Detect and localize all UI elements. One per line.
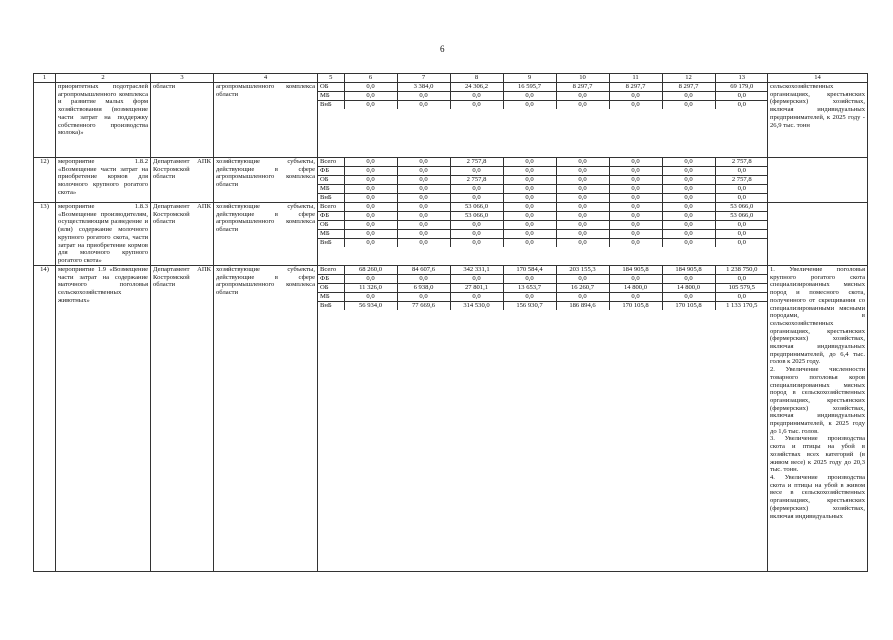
funding-value: 0,0 — [344, 83, 397, 92]
funding-value: 53 066,0 — [715, 212, 768, 221]
funding-value: 0,0 — [609, 239, 662, 248]
activity-name: мероприятие 1.8.3 «Возмещение производителям, осуществляющим разведение и (или) содержание молочного крупного рогатого скота, части затрат на приобретение кормов для молочного крупного рогатого скота» — [56, 203, 151, 266]
funding-value: 0,0 — [662, 239, 715, 248]
table-row — [34, 203, 868, 266]
funding-value: 170 105,8 — [609, 302, 662, 311]
funding-value: 0,0 — [662, 158, 715, 167]
funding-source-row — [318, 284, 768, 293]
participants: агропромышленного комплекса области — [214, 83, 318, 158]
header-values-cell — [318, 74, 768, 83]
funding-value: 0,0 — [609, 176, 662, 185]
funding-value: 0,0 — [450, 167, 503, 176]
funding-value: 0,0 — [450, 221, 503, 230]
funding-value: 0,0 — [503, 167, 556, 176]
funding-value: 0,0 — [609, 230, 662, 239]
funding-value: 8 297,7 — [556, 83, 609, 92]
funding-value: 0,0 — [662, 185, 715, 194]
funding-source: ФБ — [318, 167, 344, 176]
funding-value: 0,0 — [556, 176, 609, 185]
funding-value: 2 757,8 — [715, 158, 768, 167]
funding-source-row — [318, 239, 768, 248]
funding-value: 0,0 — [662, 275, 715, 284]
funding-value: 0,0 — [397, 203, 450, 212]
funding-value: 0,0 — [609, 221, 662, 230]
funding-value: 184 905,8 — [662, 266, 715, 275]
funding-value: 0,0 — [556, 158, 609, 167]
funding-value: 0,0 — [397, 185, 450, 194]
funding-source: ОБ — [318, 83, 344, 92]
funding-value: 0,0 — [344, 230, 397, 239]
funding-value: 0,0 — [344, 275, 397, 284]
table-row — [34, 158, 868, 203]
funding-value: 0,0 — [715, 230, 768, 239]
funding-value: 0,0 — [715, 275, 768, 284]
funding-value: 11 326,0 — [344, 284, 397, 293]
funding-value: 14 800,0 — [609, 284, 662, 293]
funding-value: 0,0 — [609, 92, 662, 101]
funding-source: ФБ — [318, 275, 344, 284]
executor: области — [151, 83, 214, 158]
funding-value: 0,0 — [609, 194, 662, 203]
table-row — [34, 266, 868, 572]
expected-result — [768, 158, 868, 203]
funding-source-row — [318, 293, 768, 302]
funding-values-table — [318, 203, 768, 247]
funding-value: 0,0 — [397, 221, 450, 230]
funding-value: 0,0 — [609, 275, 662, 284]
funding-value: 0,0 — [556, 230, 609, 239]
funding-value: 105 579,5 — [715, 284, 768, 293]
funding-source: Всего — [318, 158, 344, 167]
funding-value: 0,0 — [450, 194, 503, 203]
funding-value: 0,0 — [556, 203, 609, 212]
header-cell: 11 — [609, 74, 662, 82]
funding-value: 0,0 — [397, 230, 450, 239]
funding-value: 0,0 — [503, 101, 556, 110]
funding-source-row — [318, 302, 768, 311]
funding-value: 0,0 — [397, 293, 450, 302]
funding-value: 56 934,0 — [344, 302, 397, 311]
funding-value: 0,0 — [344, 203, 397, 212]
funding-value: 0,0 — [503, 92, 556, 101]
funding-value: 1 238 750,0 — [715, 266, 768, 275]
funding-values-cell — [318, 83, 768, 158]
funding-value: 0,0 — [556, 194, 609, 203]
activity-name: приоритетных подотраслей агропромышленного комплекса и развитие малых форм хозяйствования (возмещение части затрат на поддержку собственного производства молока)» — [56, 83, 151, 158]
funding-source: МБ — [318, 293, 344, 302]
funding-value: 0,0 — [556, 275, 609, 284]
funding-value: 0,0 — [344, 158, 397, 167]
funding-value: 0,0 — [609, 212, 662, 221]
funding-value: 0,0 — [344, 101, 397, 110]
header-cell: 9 — [503, 74, 556, 82]
header-cell: 5 — [318, 74, 344, 82]
funding-value: 0,0 — [397, 158, 450, 167]
funding-source-row — [318, 176, 768, 185]
funding-value: 0,0 — [556, 221, 609, 230]
funding-source-row — [318, 266, 768, 275]
funding-value: 0,0 — [503, 275, 556, 284]
funding-source: МБ — [318, 92, 344, 101]
funding-source-row — [318, 101, 768, 110]
funding-value: 3 384,0 — [397, 83, 450, 92]
header-row — [34, 74, 868, 83]
funding-value: 1 133 170,5 — [726, 302, 758, 309]
funding-value: 156 930,7 — [503, 302, 556, 311]
funding-value: 0,0 — [662, 194, 715, 203]
header-cell: 6 — [344, 74, 397, 82]
funding-value: 0,0 — [503, 203, 556, 212]
funding-value: 0,0 — [662, 92, 715, 101]
funding-value: 14 800,0 — [662, 284, 715, 293]
funding-value: 2 757,8 — [450, 176, 503, 185]
funding-value: 0,0 — [397, 167, 450, 176]
funding-value: 0,0 — [397, 101, 450, 110]
row-number: 14) — [34, 266, 56, 572]
funding-value: 0,0 — [662, 176, 715, 185]
funding-value: 8 297,7 — [609, 83, 662, 92]
row-number: 13) — [34, 203, 56, 266]
funding-value: 6 938,0 — [397, 284, 450, 293]
funding-value: 0,0 — [503, 194, 556, 203]
funding-value: 0,0 — [737, 101, 746, 108]
funding-value: 0,0 — [609, 167, 662, 176]
funding-source: ВнБ — [318, 239, 344, 248]
funding-value: 0,0 — [715, 92, 768, 101]
funding-value: 0,0 — [344, 239, 397, 248]
funding-values-table — [318, 266, 768, 310]
expected-result: 1. Увеличение поголовья крупного рогатого скота специализированных мясных пород и помесного скота, полученного от скрещивания со специализированными мясными породами, в сельскохозяйственных организациях, крестьянских (фермерских) хозяйствах, включая индивидуальных предпринимателей, до 6,4 тыс. голов к 2025 году. 2. Увеличение численности товарного поголовья коров специализированных мясных пород в сельскохозяйственных организациях, крестьянских (фермерских) хозяйствах, включая индивидуальных предпринимателей, к 2025 году до 1,6 тыс. голов. 3. Увеличение производства скота и птицы на убой в хозяйствах всех категорий (в живом весе) к 2025 году до 20,3 тыс. тонн. 4. Увеличение производства скота и птицы на убой в живом весе в сельскохозяйственных организациях, крестьянских (фермерских) хозяйствах, включая индивидуальных — [768, 266, 868, 572]
activity-name: мероприятие 1.8.2 «Возмещение части затрат на приобретение кормов для молочного крупного рогатого скота» — [56, 158, 151, 203]
funding-value: 0,0 — [503, 176, 556, 185]
funding-value: 69 179,0 — [715, 83, 768, 92]
funding-value: 68 260,0 — [344, 266, 397, 275]
funding-source-row — [318, 167, 768, 176]
funding-value: 0,0 — [344, 92, 397, 101]
funding-value: 0,0 — [556, 101, 609, 110]
executor: Департамент АПК Костромской области — [151, 203, 214, 266]
header-cell: 3 — [151, 74, 214, 83]
funding-value: 0,0 — [397, 275, 450, 284]
funding-value: 0,0 — [662, 212, 715, 221]
funding-value: 0,0 — [662, 203, 715, 212]
funding-source-row — [318, 185, 768, 194]
funding-source: Всего — [318, 203, 344, 212]
funding-value: 0,0 — [556, 239, 609, 248]
header-cell: 4 — [214, 74, 318, 83]
funding-value: 0,0 — [397, 92, 450, 101]
funding-value: 0,0 — [450, 293, 503, 302]
funding-value: 0,0 — [715, 221, 768, 230]
header-cell: 12 — [662, 74, 715, 82]
activity-name: мероприятие 1.9 «Возмещение части затрат на содержание маточного поголовья сельскохозяйственных животных» — [56, 266, 151, 572]
expected-result: сельскохозяйственных организациях, крестьянских (фермерских) хозяйствах, включая индивидуальных предпринимателей, к 2025 году - 26,9 тыс. тонн — [768, 83, 868, 158]
funding-value: 170 105,8 — [662, 302, 715, 311]
funding-source-row — [318, 221, 768, 230]
funding-value: 0,0 — [344, 176, 397, 185]
funding-value: 0,0 — [662, 221, 715, 230]
funding-value: 0,0 — [503, 212, 556, 221]
funding-value: 0,0 — [662, 167, 715, 176]
funding-value: 27 801,1 — [450, 284, 503, 293]
funding-value: 0,0 — [556, 185, 609, 194]
funding-value: 84 607,6 — [397, 266, 450, 275]
funding-value: 0,0 — [397, 212, 450, 221]
header-cell: 13 — [738, 74, 746, 81]
funding-source: МБ — [318, 230, 344, 239]
funding-value: 0,0 — [503, 230, 556, 239]
header-cell: 10 — [556, 74, 609, 82]
expected-result — [768, 203, 868, 266]
header-cell: 8 — [450, 74, 503, 82]
funding-value: 0,0 — [737, 239, 746, 246]
funding-value: 0,0 — [737, 194, 746, 201]
executor: Департамент АПК Костромской области — [151, 158, 214, 203]
funding-value: 2 757,8 — [450, 158, 503, 167]
funding-source-row — [318, 158, 768, 167]
funding-value: 2 757,8 — [715, 176, 768, 185]
funding-value: 0,0 — [397, 239, 450, 248]
header-cell: 14 — [768, 74, 868, 83]
funding-value: 77 669,6 — [397, 302, 450, 311]
funding-source: ВнБ — [318, 302, 344, 311]
funding-values-cell — [318, 203, 768, 266]
funding-value: 0,0 — [556, 293, 609, 302]
row-number — [34, 83, 56, 158]
funding-value: 0,0 — [556, 212, 609, 221]
funding-value: 0,0 — [715, 167, 768, 176]
funding-source-row — [318, 203, 768, 212]
funding-value: 0,0 — [450, 185, 503, 194]
funding-value: 0,0 — [662, 230, 715, 239]
funding-value: 0,0 — [344, 221, 397, 230]
funding-values-table — [318, 83, 768, 109]
funding-values-cell — [318, 266, 768, 572]
header-cell: 2 — [56, 74, 151, 83]
participants: хозяйствующие субъекты, действующие в сфере агропромышленного комплекса области — [214, 266, 318, 572]
participants: хозяйствующие субъекты, действующие в сфере агропромышленного комплекса области — [214, 203, 318, 266]
funding-value: 0,0 — [609, 101, 662, 110]
funding-value: 0,0 — [344, 167, 397, 176]
funding-value: 16 260,7 — [556, 284, 609, 293]
funding-value: 53 066,0 — [450, 212, 503, 221]
funding-value: 53 066,0 — [715, 203, 768, 212]
funding-value: 0,0 — [344, 185, 397, 194]
header-cell: 1 — [34, 74, 56, 83]
funding-source: ОБ — [318, 284, 344, 293]
funding-value: 0,0 — [450, 230, 503, 239]
funding-source: ФБ — [318, 212, 344, 221]
funding-value: 0,0 — [450, 275, 503, 284]
funding-value: 170 584,4 — [503, 266, 556, 275]
funding-value: 0,0 — [450, 101, 503, 110]
table-row — [34, 83, 868, 158]
row-number: 12) — [34, 158, 56, 203]
funding-value: 0,0 — [503, 221, 556, 230]
funding-value: 0,0 — [556, 92, 609, 101]
funding-value: 0,0 — [450, 92, 503, 101]
header-cell: 7 — [397, 74, 450, 82]
funding-value: 0,0 — [503, 239, 556, 248]
funding-source: ВнБ — [318, 194, 344, 203]
funding-value: 13 653,7 — [503, 284, 556, 293]
funding-value: 0,0 — [609, 203, 662, 212]
funding-source-row — [318, 92, 768, 101]
funding-value: 53 066,0 — [450, 203, 503, 212]
funding-value: 0,0 — [715, 185, 768, 194]
funding-value: 0,0 — [662, 101, 715, 110]
funding-source: ВнБ — [318, 101, 344, 110]
funding-value: 0,0 — [715, 293, 768, 302]
funding-value: 314 530,0 — [450, 302, 503, 311]
executor: Департамент АПК Костромской области — [151, 266, 214, 572]
funding-values-cell — [318, 158, 768, 203]
funding-value: 16 595,7 — [503, 83, 556, 92]
participants: хозяйствующие субъекты, действующие в сфере агропромышленного комплекса области — [214, 158, 318, 203]
program-activities-table — [33, 73, 868, 572]
funding-source-row — [318, 230, 768, 239]
funding-value: 8 297,7 — [662, 83, 715, 92]
funding-value: 0,0 — [397, 176, 450, 185]
funding-value: 0,0 — [503, 158, 556, 167]
funding-value: 0,0 — [556, 167, 609, 176]
funding-value: 186 894,6 — [556, 302, 609, 311]
funding-source-row — [318, 194, 768, 203]
funding-values-table — [318, 158, 768, 202]
funding-source-row — [318, 83, 768, 92]
funding-value: 0,0 — [609, 158, 662, 167]
funding-value: 0,0 — [397, 194, 450, 203]
funding-value: 0,0 — [503, 185, 556, 194]
funding-value: 0,0 — [609, 293, 662, 302]
funding-value: 0,0 — [503, 293, 556, 302]
funding-value: 184 905,8 — [609, 266, 662, 275]
funding-source-row — [318, 275, 768, 284]
funding-value: 24 306,2 — [450, 83, 503, 92]
funding-source: Всего — [318, 266, 344, 275]
funding-value: 0,0 — [344, 293, 397, 302]
funding-value: 203 155,3 — [556, 266, 609, 275]
funding-value: 342 331,1 — [450, 266, 503, 275]
funding-source: ОБ — [318, 176, 344, 185]
funding-value: 0,0 — [344, 212, 397, 221]
funding-source-row — [318, 212, 768, 221]
funding-value: 0,0 — [609, 185, 662, 194]
funding-value: 0,0 — [344, 194, 397, 203]
funding-source: ОБ — [318, 221, 344, 230]
page-number: 6 — [440, 44, 445, 54]
funding-value: 0,0 — [450, 239, 503, 248]
funding-value: 0,0 — [662, 293, 715, 302]
funding-source: МБ — [318, 185, 344, 194]
